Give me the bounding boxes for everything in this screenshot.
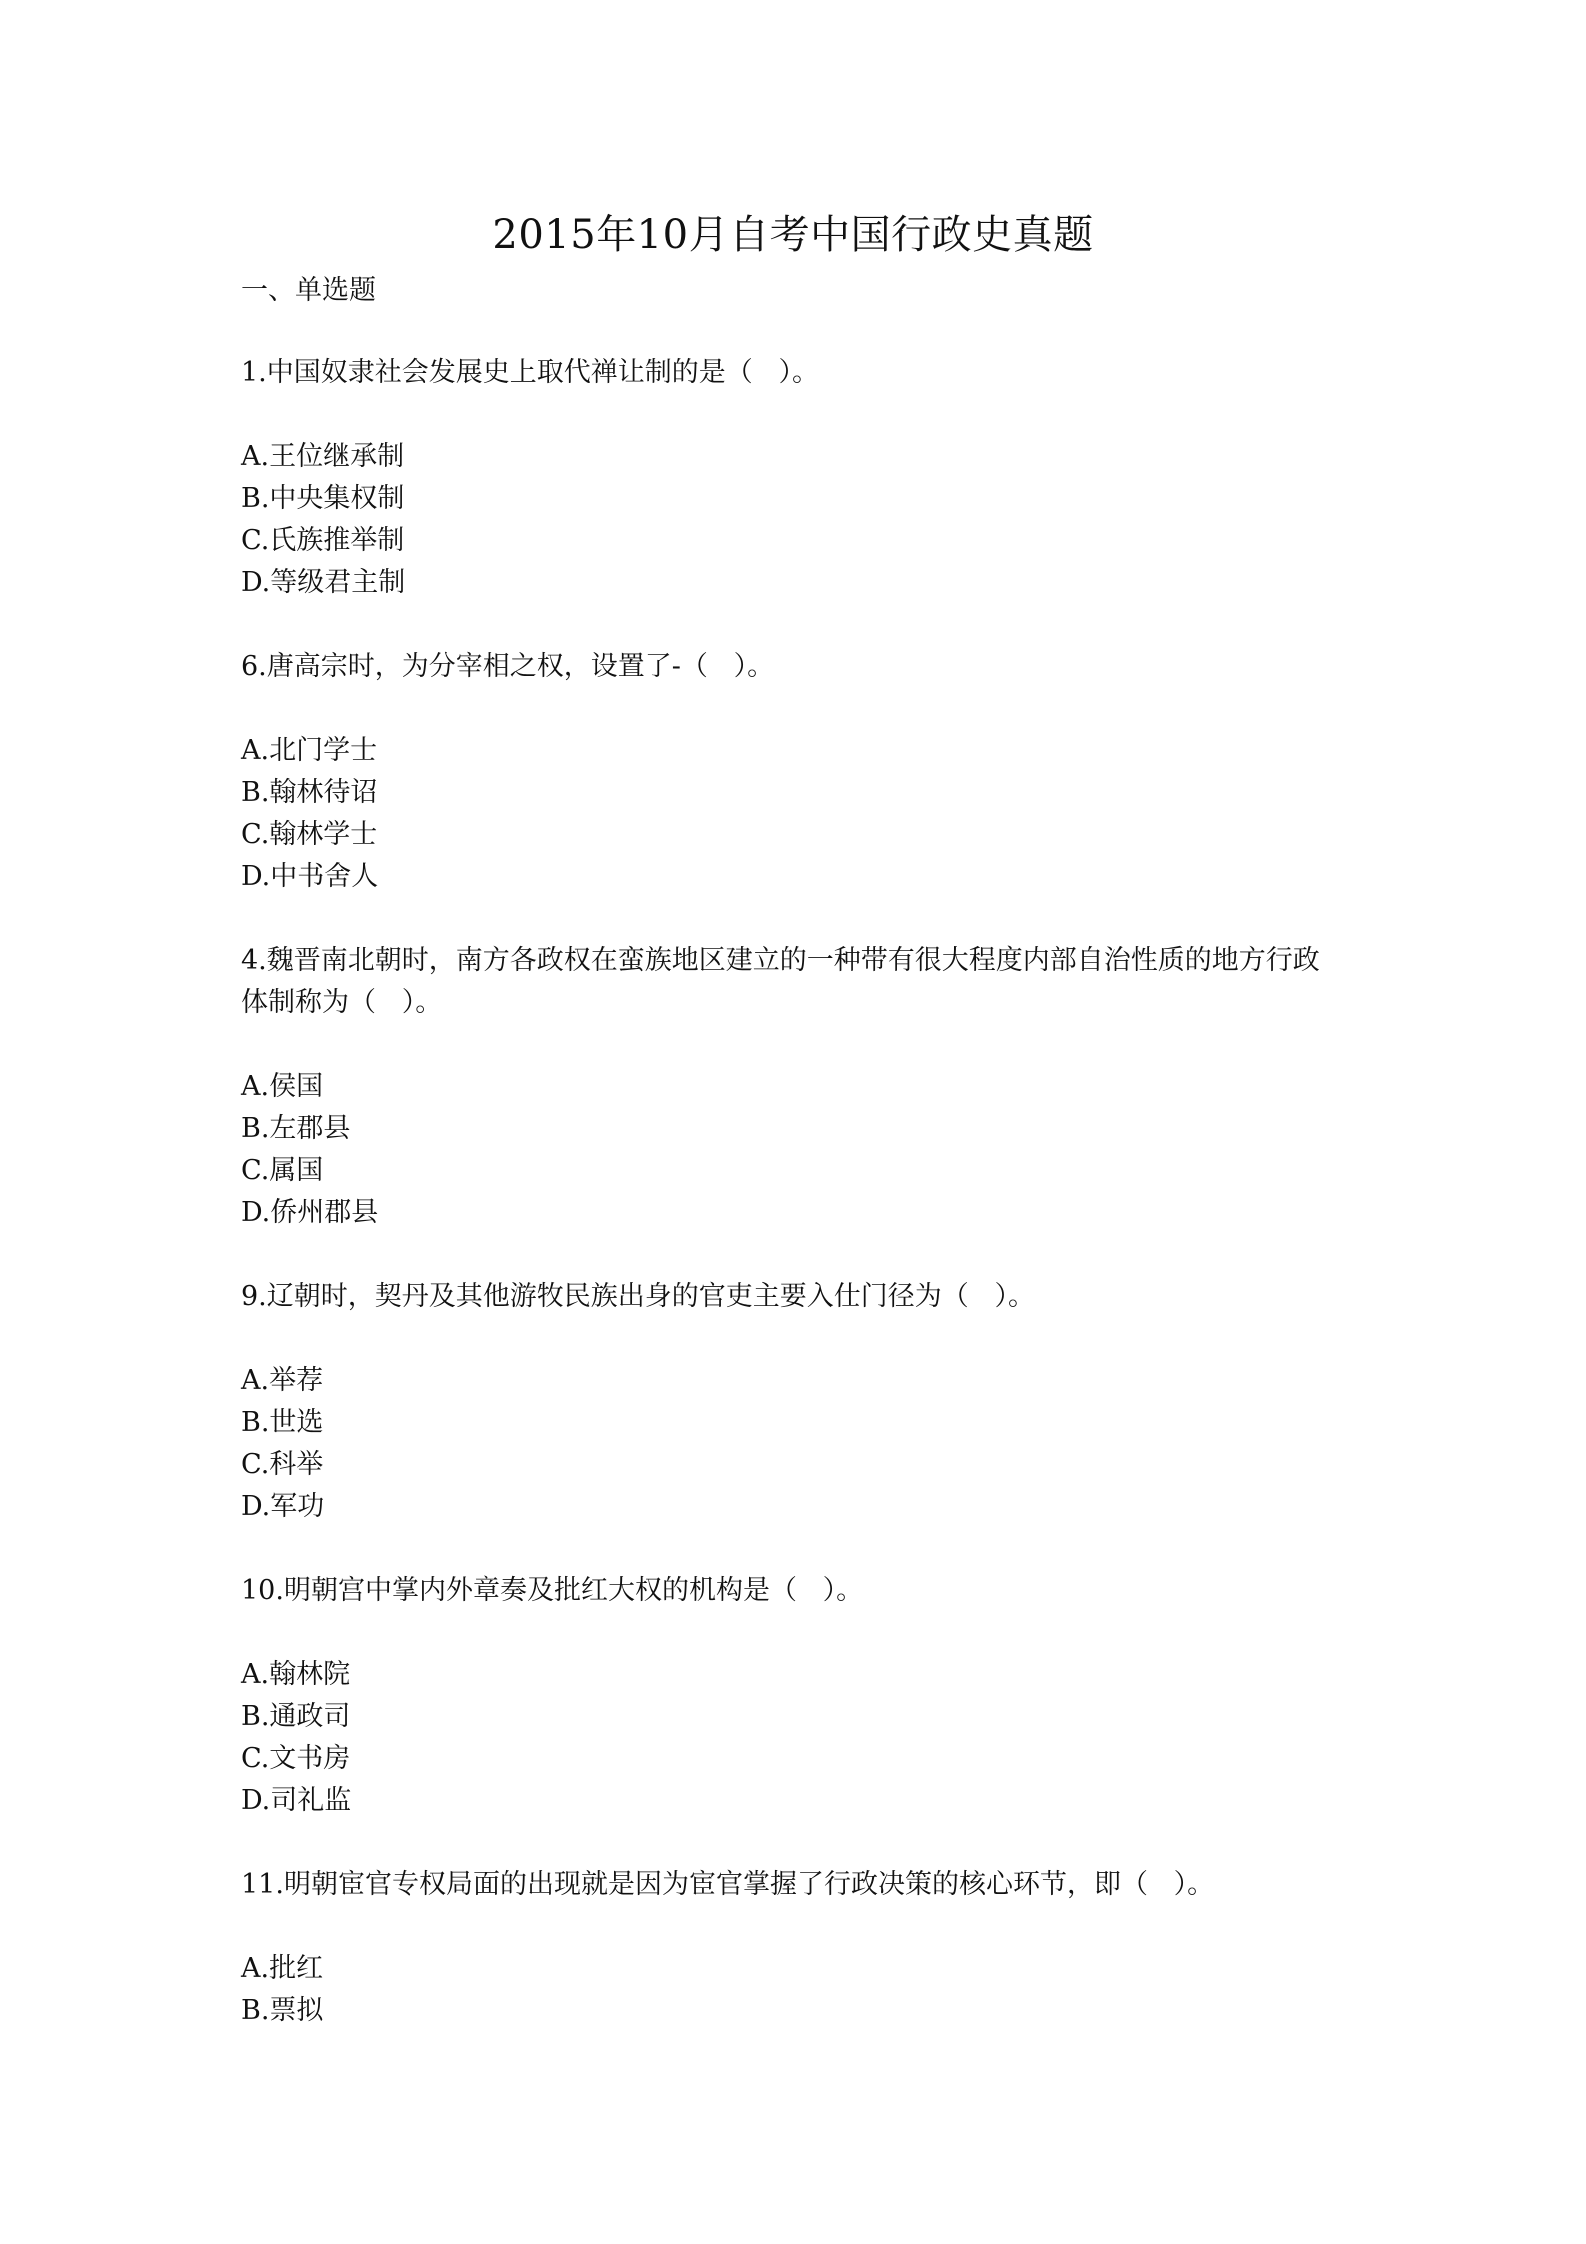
- option-a: A.翰林院: [241, 1659, 351, 1690]
- option-d: D.侨州郡县: [241, 1197, 379, 1228]
- question-stem: 11.明朝宦官专权局面的出现就是因为宦官掌握了行政决策的核心环节，即（ ）。: [241, 1869, 1215, 1900]
- option-b: B.票拟: [241, 1995, 324, 2026]
- question-1: [241, 352, 1361, 604]
- option-b: B.世选: [241, 1407, 324, 1438]
- option-d: D.军功: [241, 1491, 325, 1522]
- question-stem: 1.中国奴隶社会发展史上取代禅让制的是（ ）。: [241, 357, 820, 388]
- option-c: C.文书房: [241, 1743, 351, 1774]
- section-heading: 一、单选题: [241, 275, 376, 306]
- page-title: 2015年10月自考中国行政史真题: [492, 212, 1094, 258]
- option-d: D.司礼监: [241, 1785, 352, 1816]
- option-c: C.翰林学士: [241, 819, 378, 850]
- option-a: A.北门学士: [241, 735, 378, 766]
- option-c: C.属国: [241, 1155, 324, 1186]
- question-6: [241, 646, 1361, 898]
- option-b: B.通政司: [241, 1701, 351, 1732]
- option-c: C.氏族推举制: [241, 525, 405, 556]
- option-a: A.王位继承制: [241, 441, 405, 472]
- option-a: A.举荐: [241, 1365, 324, 1396]
- option-b: B.翰林待诏: [241, 777, 378, 808]
- option-b: B.中央集权制: [241, 483, 405, 514]
- question-10: [241, 1570, 1361, 1822]
- document-body: [241, 270, 1361, 2074]
- question-stem: 6.唐高宗时，为分宰相之权，设置了-（ ）。: [241, 651, 775, 682]
- option-a: A.批红: [241, 1953, 324, 1984]
- option-c: C.科举: [241, 1449, 324, 1480]
- question-stem: 10.明朝宫中掌内外章奏及批红大权的机构是（ ）。: [241, 1575, 864, 1606]
- option-a: A.侯国: [241, 1071, 324, 1102]
- option-b: B.左郡县: [241, 1113, 351, 1144]
- question-9: [241, 1276, 1361, 1528]
- question-11: [241, 1864, 1361, 2032]
- option-d: D.中书舍人: [241, 861, 379, 892]
- question-stem: 9.辽朝时，契丹及其他游牧民族出身的官吏主要入仕门径为（ ）。: [241, 1281, 1036, 1312]
- option-d: D.等级君主制: [241, 567, 406, 598]
- question-4: [241, 940, 1361, 1234]
- question-stem: 4.魏晋南北朝时，南方各政权在蛮族地区建立的一种带有很大程度内部自治性质的地方行政 体制称为（ ）。: [241, 945, 1320, 1018]
